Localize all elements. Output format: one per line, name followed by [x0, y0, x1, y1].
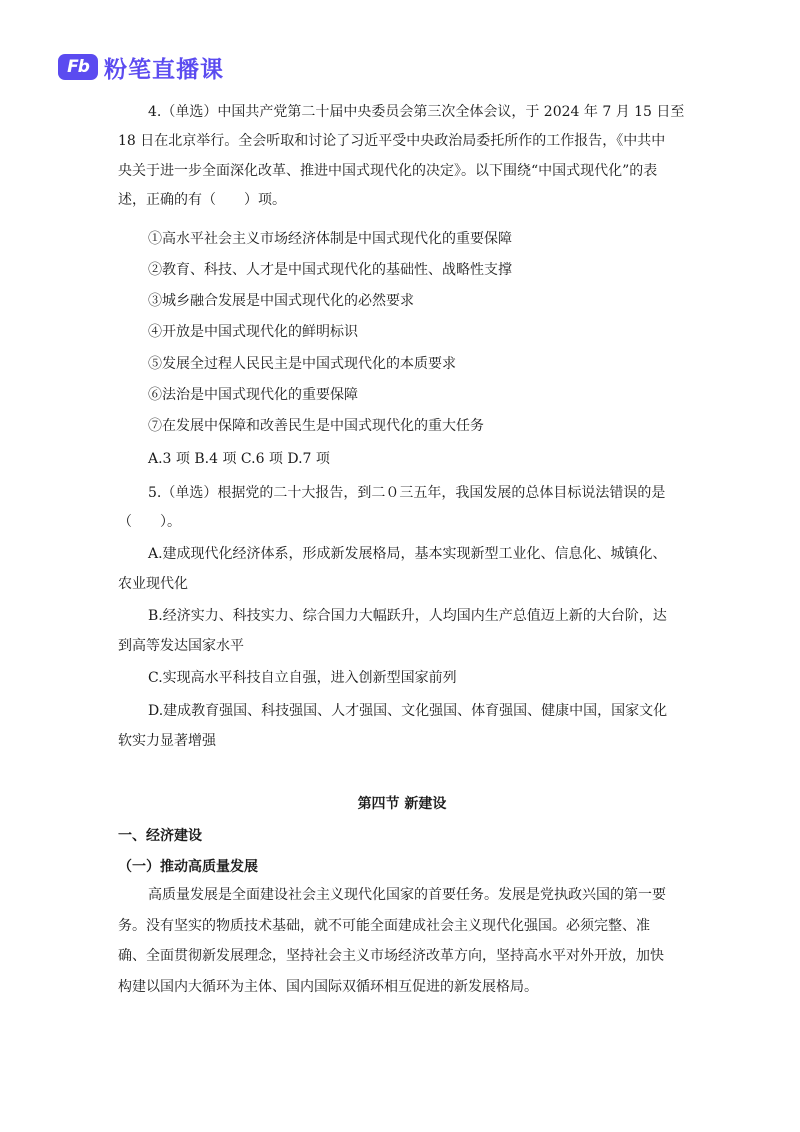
q5-option-a-line-1: A.建成现代化经济体系，形成新发展格局，基本实现新型工业化、信息化、城镇化、 — [148, 546, 667, 562]
q5-option-b-line-1: B.经济实力、科技实力、综合国力大幅跃升，人均国内生产总值迈上新的大台阶，达 — [148, 608, 667, 624]
q4-item-4: ④开放是中国式现代化的鲜明标识 — [148, 324, 358, 340]
para-line-2: 务。没有坚实的物质技术基础，就不可能全面建成社会主义现代化强国。必须完整、准 — [118, 918, 650, 934]
heading-high-quality: （一）推动高质量发展 — [118, 859, 258, 875]
q4-line-1: 4.（单选）中国共产党第二十届中央委员会第三次全体会议，于 2024 年 7 月 15 日至 — [148, 104, 685, 120]
section-title: 第四节 新建设 — [357, 796, 447, 812]
q4-item-7: ⑦在发展中保障和改善民生是中国式现代化的重大任务 — [148, 418, 484, 434]
q4-item-5: ⑤发展全过程人民民主是中国式现代化的本质要求 — [148, 356, 456, 372]
q5-line-2: （ ）。 — [118, 514, 181, 530]
q4-line-4: 述，正确的有（ ）项。 — [118, 192, 286, 208]
q4-line-3: 央关于进一步全面深化改革、推进中国式现代化的决定》。以下围绕“中国式现代化”的表 — [118, 163, 658, 179]
q4-options: A.3 项 B.4 项 C.6 项 D.7 项 — [148, 451, 330, 467]
para-line-4: 构建以国内大循环为主体、国内国际双循环相互促进的新发展格局。 — [118, 979, 538, 995]
para-line-1: 高质量发展是全面建设社会主义现代化国家的首要任务。发展是党执政兴国的第一要 — [148, 887, 666, 903]
heading-economy: 一、经济建设 — [118, 828, 202, 844]
fenbi-logo — [58, 52, 224, 82]
para-line-3: 确、全面贯彻新发展理念，坚持社会主义市场经济改革方向，坚持高水平对外开放，加快 — [118, 948, 664, 964]
q5-option-c: C.实现高水平科技自立自强，进入创新型国家前列 — [148, 670, 457, 686]
q4-item-3: ③城乡融合发展是中国式现代化的必然要求 — [148, 293, 414, 309]
q4-item-1: ①高水平社会主义市场经济体制是中国式现代化的重要保障 — [148, 231, 512, 247]
q5-line-1: 5.（单选）根据党的二十大报告，到二０三五年，我国发展的总体目标说法错误的是 — [148, 485, 666, 501]
q4-line-2: 18 日在北京举行。全会听取和讨论了习近平受中央政治局委托所作的工作报告，《中共中 — [118, 133, 666, 149]
q5-option-d-line-2: 软实力显著增强 — [118, 733, 216, 749]
logo-mark: Fb — [58, 54, 98, 80]
q4-item-2: ②教育、科技、人才是中国式现代化的基础性、战略性支撑 — [148, 262, 512, 278]
q4-item-6: ⑥法治是中国式现代化的重要保障 — [148, 387, 358, 403]
q5-option-b-line-2: 到高等发达国家水平 — [118, 638, 244, 654]
q5-option-d-line-1: D.建成教育强国、科技强国、人才强国、文化强国、体育强国、健康中国，国家文化 — [148, 703, 668, 719]
q5-option-a-line-2: 农业现代化 — [118, 576, 188, 592]
logo-text: 粉笔直播课 — [104, 56, 224, 83]
